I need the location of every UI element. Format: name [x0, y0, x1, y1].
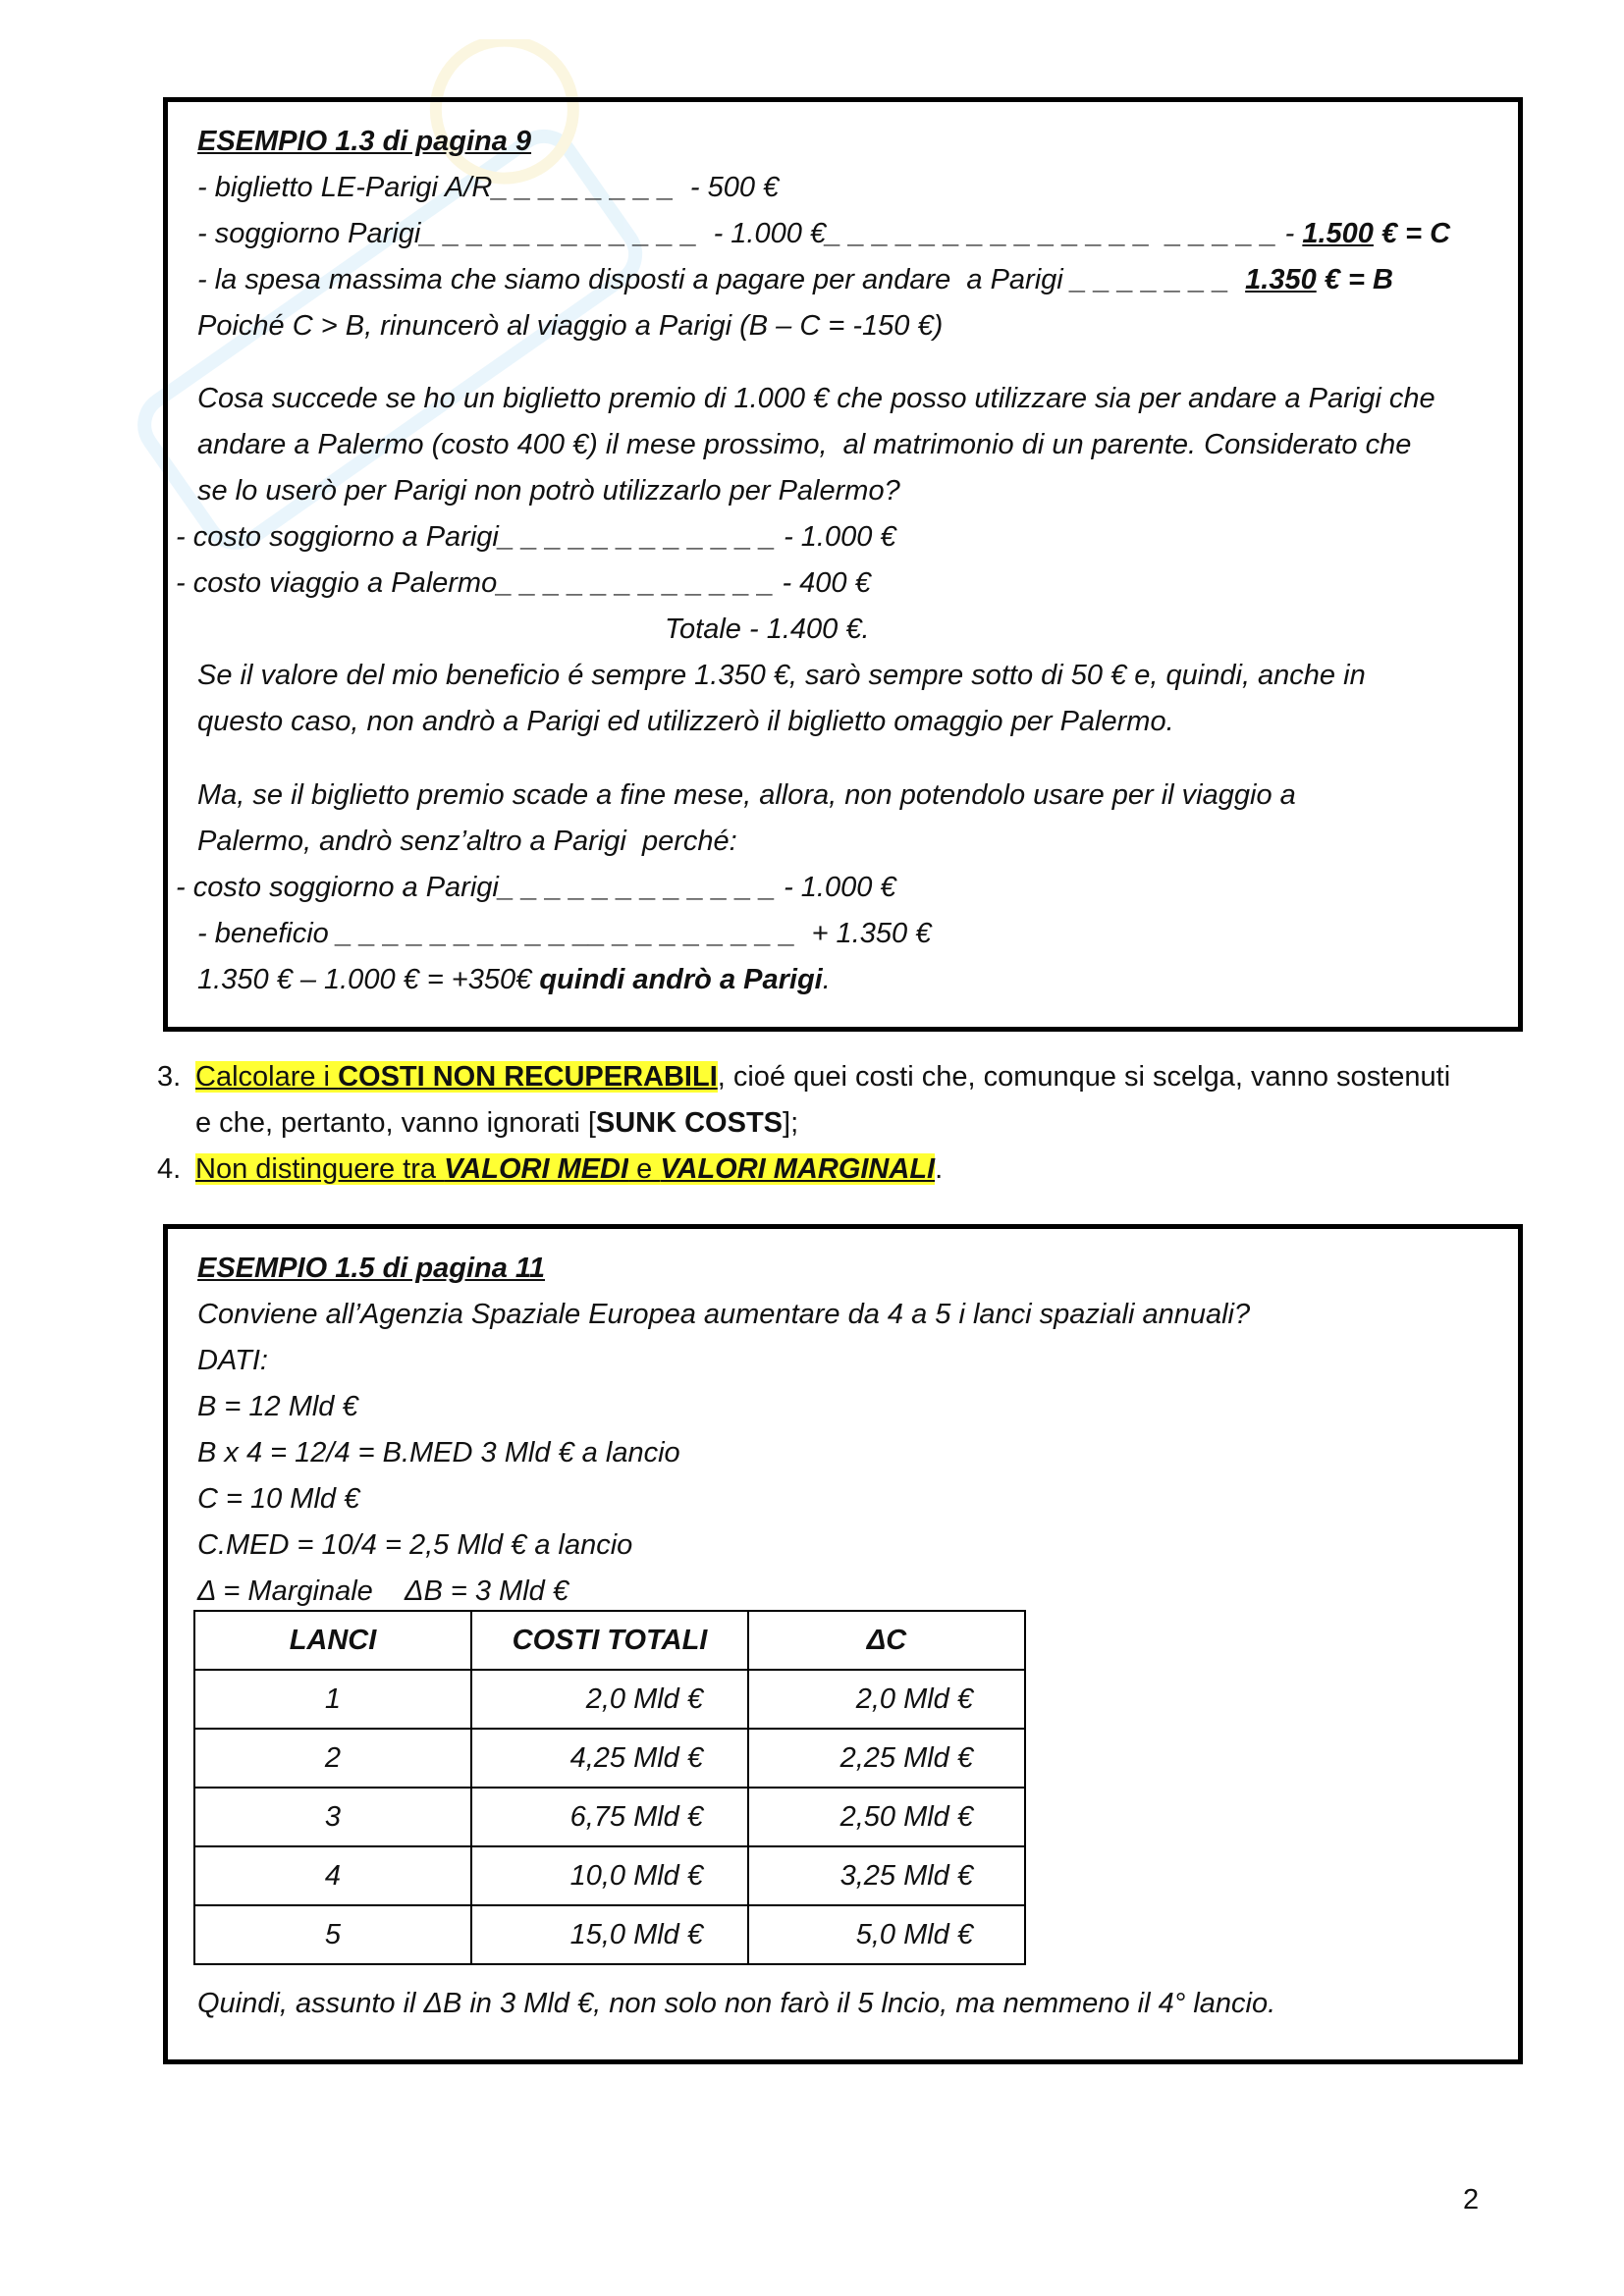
cost-paris-line-2: - costo soggiorno a Parigi_ _ _ _ _ _ _ _ _ _ _ _ - 1.000 € [176, 872, 896, 903]
table-cell: 2,0 Mld € [471, 1670, 748, 1729]
example-1-3-box [163, 97, 1523, 1032]
table-cell: 2,0 Mld € [748, 1670, 1025, 1729]
data-b: B = 12 Mld € [197, 1391, 358, 1422]
cost-palermo-line: - costo viaggio a Palermo_ _ _ _ _ _ _ _ _ _ _ _ - 400 € [176, 567, 871, 599]
table-cell: 15,0 Mld € [471, 1905, 748, 1964]
data-label: DATI: [197, 1345, 268, 1376]
table-cell: 4,25 Mld € [471, 1729, 748, 1788]
table-cell: 2,50 Mld € [748, 1788, 1025, 1846]
table-row [194, 1670, 1025, 1729]
table-row [194, 1788, 1025, 1846]
list-item-3-number: 3. [157, 1061, 182, 1093]
table-cell: 5 [194, 1905, 471, 1964]
total-line: Totale - 1.400 €. [665, 614, 870, 645]
example-1-3-title: ESEMPIO 1.3 di pagina 9 [197, 126, 532, 157]
cost-paris-line: - costo soggiorno a Parigi_ _ _ _ _ _ _ _ _ _ _ _ - 1.000 € [176, 521, 896, 553]
launch-cost-table [193, 1610, 1026, 1965]
list-item-4: Non distinguere tra VALORI MEDI e VALORI MARGINALI. [195, 1153, 944, 1185]
example-1-5-title: ESEMPIO 1.5 di pagina 11 [197, 1253, 546, 1284]
table-row [194, 1905, 1025, 1964]
table-header-cell: LANCI [194, 1611, 471, 1670]
conclusion-line: Poiché C > B, rinuncerò al viaggio a Parigi (B – C = -150 €) [197, 310, 944, 342]
table-cell: 4 [194, 1846, 471, 1905]
list-item-3-line2: e che, pertanto, vanno ignorati [SUNK COSTS]; [195, 1107, 799, 1139]
ticket-line: - biglietto LE-Parigi A/R_ _ _ _ _ _ _ _ - 500 € [197, 172, 780, 203]
table-cell: 6,75 Mld € [471, 1788, 748, 1846]
table-header-row [194, 1611, 1025, 1670]
question-p1: Cosa succede se ho un biglietto premio di 1.000 € che posso utilizzare sia per andare a Parigi che [197, 383, 1435, 414]
table-cell: 2 [194, 1729, 471, 1788]
list-item-3: Calcolare i COSTI NON RECUPERABILI, cioé quei costi che, comunque si scelga, vanno sostenuti [195, 1061, 1451, 1093]
table-cell: 1 [194, 1670, 471, 1729]
benefit-p1: Se il valore del mio beneficio é sempre 1.350 €, sarò sempre sotto di 50 € e, quindi, anche in [197, 660, 1366, 691]
data-c: C = 10 Mld € [197, 1483, 360, 1515]
result-line: 1.350 € – 1.000 € = +350€ quindi andrò a Parigi. [197, 964, 831, 995]
table-row [194, 1729, 1025, 1788]
table-header-cell: COSTI TOTALI [471, 1611, 748, 1670]
table-row [194, 1846, 1025, 1905]
table-header-cell: ΔC [748, 1611, 1025, 1670]
expiry-p2: Palermo, andrò senz’altro a Parigi perché: [197, 826, 737, 857]
question-p2: andare a Palermo (costo 400 €) il mese prossimo, al matrimonio di un parente. Considerato che [197, 429, 1412, 460]
table-cell: 5,0 Mld € [748, 1905, 1025, 1964]
table-cell: 3,25 Mld € [748, 1846, 1025, 1905]
data-bmed: B x 4 = 12/4 = B.MED 3 Mld € a lancio [197, 1437, 680, 1468]
table-cell: 3 [194, 1788, 471, 1846]
table-cell: 10,0 Mld € [471, 1846, 748, 1905]
example-1-5-conclusion: Quindi, assunto il ΔB in 3 Mld €, non solo non farò il 5 lncio, ma nemmeno il 4° lancio. [197, 1988, 1276, 2019]
data-cmed: C.MED = 10/4 = 2,5 Mld € a lancio [197, 1529, 633, 1561]
max-spend-line: - la spesa massima che siamo disposti a pagare per andare a Parigi _ _ _ _ _ _ _ 1.350 € = B [197, 264, 1393, 295]
benefit-line: - beneficio _ _ _ _ _ _ _ _ _ _ __ _ _ _ _ _ _ _ _ + 1.350 € [197, 918, 932, 949]
list-item-4-number: 4. [157, 1153, 182, 1185]
stay-line: - soggiorno Parigi_ _ _ _ _ _ _ _ _ _ _ _ - 1.000 €_ _ _ _ _ _ _ _ _ _ _ _ _ _ _ _ _ _ _ - 1.500 € = C [197, 218, 1451, 249]
data-delta: Δ = Marginale ΔB = 3 Mld € [197, 1575, 568, 1607]
benefit-p2: questo caso, non andrò a Parigi ed utilizzerò il biglietto omaggio per Palermo. [197, 706, 1174, 737]
table-cell: 2,25 Mld € [748, 1729, 1025, 1788]
question-p3: se lo userò per Parigi non potrò utilizzarlo per Palermo? [197, 475, 900, 507]
page-number: 2 [1463, 2184, 1480, 2216]
example-1-5-question: Conviene all’Agenzia Spaziale Europea aumentare da 4 a 5 i lanci spaziali annuali? [197, 1299, 1251, 1330]
expiry-p1: Ma, se il biglietto premio scade a fine mese, allora, non potendolo usare per il viaggio a [197, 779, 1296, 811]
